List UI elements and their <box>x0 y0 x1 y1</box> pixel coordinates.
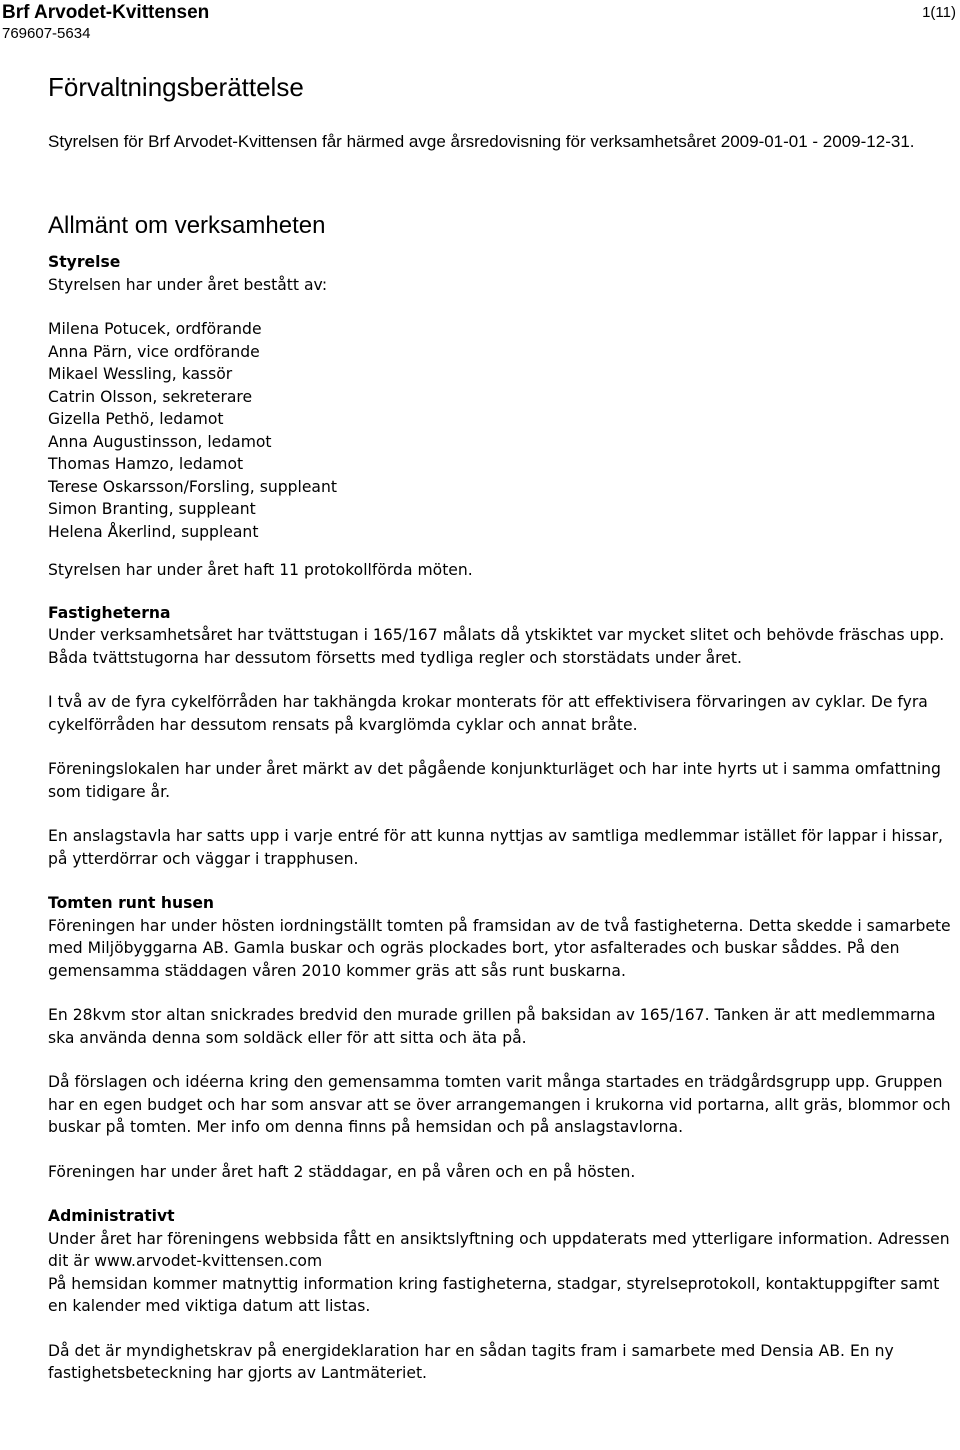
board-member: Simon Branting, suppleant <box>48 500 256 518</box>
intro-paragraph: Styrelsen för Brf Arvodet-Kvittensen får härmed avge årsredovisning för verksamhetsåret 2009-01-01 - 2009-12-31. <box>48 132 915 151</box>
document-body <box>48 70 953 1385</box>
section-heading: Allmänt om verksamheten <box>48 212 326 239</box>
board-member-list <box>48 318 953 543</box>
board-member: Helena Åkerlind, suppleant <box>48 522 259 541</box>
board-member: Gizella Pethö, ledamot <box>48 410 224 428</box>
tomten-section <box>48 892 953 1183</box>
organization-name: Brf Arvodet-Kvittensen <box>2 2 210 23</box>
paragraph: Under året har föreningens webbsida fått en ansiktslyftning och uppdaterats med ytterligare information. Adressen dit är www.arvodet-kvittensen.com <box>48 1229 950 1270</box>
paragraph: I två av de fyra cykelförråden har takhängda krokar monterats för att effektivisera förvaringen av cyklar. De fyra cykelförråden har dessutom rensats på kvarglömda cyklar och annat bråte. <box>48 693 928 734</box>
page-number: 1(11) <box>922 4 956 21</box>
fastigheterna-heading: Fastigheterna <box>48 603 171 622</box>
board-member: Anna Pärn, vice ordförande <box>48 342 260 361</box>
board-member: Catrin Olsson, sekreterare <box>48 387 253 406</box>
paragraph: Då förslagen och idéerna kring den gemensamma tomten varit många startades en trädgårdsgrupp upp. Gruppen har en egen budget och har som ansvar att se över arrangemangen i krukorna vid portarna, allt gräs, blommor och buskar på tomten. Mer info om denna finns på hemsidan och på anslagstavlorna. <box>48 1073 951 1136</box>
paragraph: Föreningen har under året haft 2 städdagar, en på våren och en på hösten. <box>48 1162 636 1181</box>
administrativt-section <box>48 1205 953 1385</box>
meetings-paragraph: Styrelsen har under året haft 11 protokollförda möten. <box>48 561 473 579</box>
board-member: Anna Augustinsson, ledamot <box>48 432 272 451</box>
styrelse-section <box>48 251 953 582</box>
paragraph: En anslagstavla har satts upp i varje entré för att kunna nyttjas av samtliga medlemmar istället för lappar i hissar, på ytterdörrar och väggar i trapphusen. <box>48 827 943 868</box>
tomten-heading: Tomten runt husen <box>48 894 215 912</box>
styrelse-heading: Styrelse <box>48 253 121 271</box>
fastigheterna-section <box>48 602 953 871</box>
styrelse-lead: Styrelsen har under året bestått av: <box>48 275 328 294</box>
board-member: Milena Potucek, ordförande <box>48 320 262 338</box>
board-member: Terese Oskarsson/Forsling, suppleant <box>48 477 337 496</box>
board-member: Mikael Wessling, kassör <box>48 365 233 383</box>
paragraph: Föreningen har under hösten iordningställt tomten på framsidan av de två fastigheterna. Detta skedde i samarbete med Miljöbyggarna AB. Gamla buskar och ogräs plockades bort, ytor asfalterades och buskar såddes. På den gemensamma städdagen våren 2010 kommer gräs att sås runt buskarna. <box>48 916 951 980</box>
board-member: Thomas Hamzo, ledamot <box>48 455 244 473</box>
paragraph: Då det är myndighetskrav på energideklaration har en sådan tagits fram i samarbete med Densia AB. En ny fastighetsbeteckning har gjorts av Lantmäteriet. <box>48 1341 894 1382</box>
paragraph: En 28kvm stor altan snickrades bredvid den murade grillen på baksidan av 165/167. Tanken är att medlemmarna ska använda denna som soldäck eller för att sitta och äta på. <box>48 1006 936 1047</box>
organization-number: 769607-5634 <box>2 25 91 42</box>
paragraph: Under verksamhetsåret har tvättstugan i 165/167 målats då ytskiktet var mycket slitet och behövde fräschas upp. Båda tvättstugorna har dessutom försetts med tydliga regler och storstädats under året. <box>48 626 945 667</box>
paragraph: På hemsidan kommer matnyttig information kring fastigheterna, stadgar, styrelseprotokoll, kontaktuppgifter samt en kalender med viktiga datum att listas. <box>48 1274 940 1315</box>
administrativt-heading: Administrativt <box>48 1207 175 1225</box>
page-title: Förvaltningsberättelse <box>48 72 304 102</box>
paragraph: Föreningslokalen har under året märkt av det pågående konjunkturläget och har inte hyrts ut i samma omfattning som tidigare år. <box>48 760 941 801</box>
